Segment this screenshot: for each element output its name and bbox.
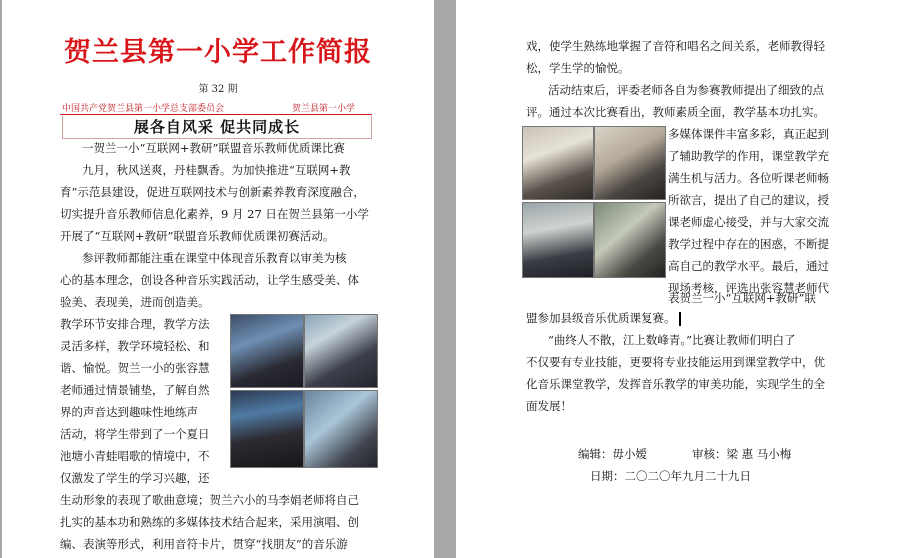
text-line: 高自己的教学水平。最后，通过 bbox=[668, 259, 829, 273]
org-left: 中国共产党贺兰县第一小学总支部委员会 bbox=[62, 104, 225, 114]
text-line: 切实提升音乐教师信息化素养，9 月 27 日在贺兰县第一小学 bbox=[60, 207, 369, 221]
text-line: 戏，使学生熟练地掌握了音符和唱名之间关系，老师教得轻 bbox=[526, 39, 825, 53]
text-line: 验美、表现美，进而创造美。 bbox=[60, 295, 210, 309]
text-line: 生动形象的表现了歌曲意境；贺兰六小的马李娟老师将自己 bbox=[60, 493, 359, 507]
text-line: 满生机与活力。各位听课老师畅 bbox=[668, 171, 829, 185]
text-line: 面发展！ bbox=[526, 399, 572, 413]
red-divider bbox=[60, 114, 372, 115]
text-line: 所欲言，提出了自己的建议，授 bbox=[668, 193, 829, 207]
subtitle-line: 一贺兰一小“互联网+教研”联盟音乐教师优质课比赛 bbox=[82, 141, 345, 155]
classroom-photo bbox=[230, 314, 304, 388]
meeting-photo bbox=[594, 202, 666, 278]
meeting-photo bbox=[522, 202, 594, 278]
text-line: 课老师虚心接受，并与大家交流 bbox=[668, 215, 829, 229]
text-line: 表贺兰一小“互联网+教研”联 bbox=[668, 291, 816, 305]
left-page bbox=[2, 0, 434, 558]
text-line: 活动结束后，评委老师各自为参赛教师提出了细致的点 bbox=[548, 83, 824, 97]
meeting-photo bbox=[594, 126, 666, 200]
text-cursor[interactable] bbox=[679, 312, 681, 326]
text-line: 心的基本理念，创设各种音乐实践活动，让学生感受美、体 bbox=[60, 273, 359, 287]
right-page bbox=[456, 0, 900, 558]
text-line: 灵活多样，教学环境轻松、和 bbox=[60, 339, 210, 353]
text-line: 多媒体课件丰富多彩，真正起到 bbox=[668, 127, 829, 141]
editor-credit: 编辑：毋小嫒 bbox=[578, 447, 647, 461]
text-line: 扎实的基本功和熟练的多媒体技术结合起来，采用演唱、创 bbox=[60, 515, 359, 529]
text-line: 不仅要有专业技能，更要将专业技能运用到课堂教学中，优 bbox=[526, 355, 825, 369]
text-line: 仅激发了学生的学习兴趣，还 bbox=[60, 471, 210, 485]
text-line: 化音乐课堂教学，发挥音乐教学的审美功能，实现学生的全 bbox=[526, 377, 825, 391]
date-line: 日期：二〇二〇年九月二十九日 bbox=[590, 469, 751, 483]
text-line: 育”示范县建设，促进互联网技术与创新素养教育深度融合， bbox=[60, 185, 365, 199]
classroom-photo bbox=[304, 390, 378, 468]
text-line: 现场考核，评选出张容慧老师代 bbox=[668, 281, 829, 295]
org-right: 贺兰县第一小学 bbox=[292, 104, 356, 114]
classroom-photo bbox=[304, 314, 378, 388]
text-line: 编、表演等形式，利用音符卡片，贯穿“找朋友”的音乐游 bbox=[60, 537, 348, 551]
text-line: “曲终人不散，江上数峰青。”比赛让教师们明白了 bbox=[548, 333, 796, 347]
issue-number: 第 32 期 bbox=[198, 84, 238, 95]
meeting-photo bbox=[522, 126, 594, 200]
reviewer-credit: 审核：梁 惠 马小梅 bbox=[692, 447, 792, 461]
text-line: 谐、愉悦。贺兰一小的张容慧 bbox=[60, 361, 210, 375]
text-line: 参评教师都能注重在课堂中体现音乐教育以审美为核 bbox=[82, 251, 347, 265]
text-line: 界的声音达到趣味性地练声 bbox=[60, 405, 198, 419]
text-line: 池塘小青蛙唱歌的情境中，不 bbox=[60, 449, 210, 463]
text-line: 开展了“互联网+教研”联盟音乐教师优质课初赛活动。 bbox=[60, 229, 335, 243]
text-line-content: 盟参加县级音乐优质课复赛。 bbox=[526, 311, 676, 325]
text-line: 松，学生学的愉悦。 bbox=[526, 61, 630, 75]
text-line: 了辅助教学的作用，课堂教学充 bbox=[668, 149, 829, 163]
text-line: 教学过程中存在的困惑，不断提 bbox=[668, 237, 829, 251]
text-line: 评。通过本次比赛看出，教师素质全面，教学基本功扎实。 bbox=[526, 105, 825, 119]
article-headline: 展各自风采 促共同成长 bbox=[62, 116, 372, 139]
text-line: 老师通过情景铺垫，了解自然 bbox=[60, 383, 210, 397]
classroom-photo bbox=[230, 390, 304, 468]
bulletin-title: 贺兰县第一小学工作简报 bbox=[64, 37, 372, 68]
text-line bbox=[526, 308, 681, 330]
text-line: 九月，秋风送爽，丹桂飘香。为加快推进“互联网+教 bbox=[82, 163, 351, 177]
text-line: 教学环节安排合理，教学方法 bbox=[60, 317, 210, 331]
text-line: 活动，将学生带到了一个夏日 bbox=[60, 427, 210, 441]
